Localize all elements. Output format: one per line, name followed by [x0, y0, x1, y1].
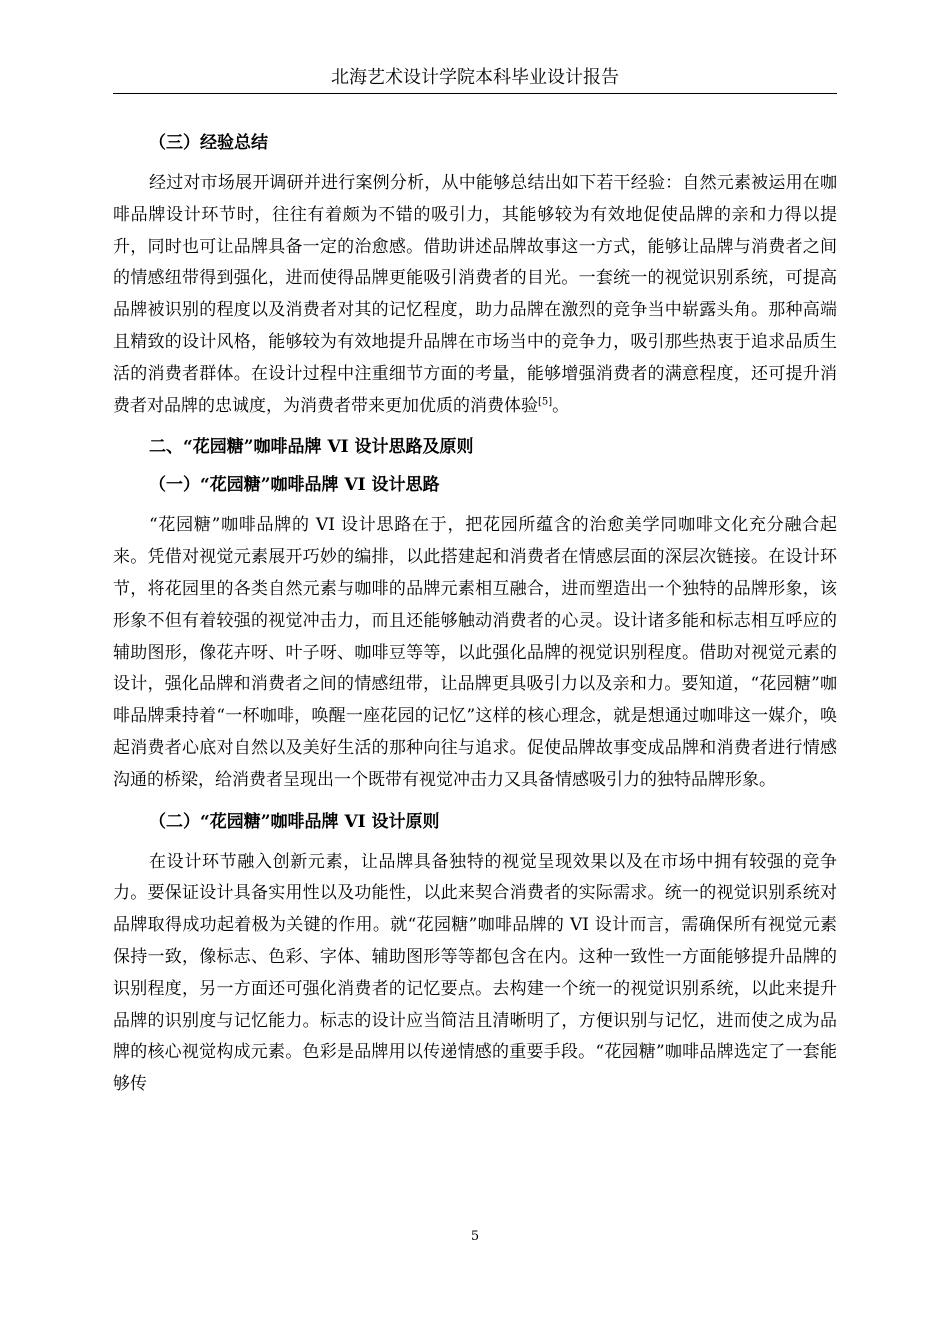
header-divider: [113, 93, 837, 94]
page-header: 北海艺术设计学院本科毕业设计报告: [331, 67, 619, 88]
summary-end: 。: [552, 395, 570, 416]
design-idea-paragraph: “花园糖”咖啡品牌的 VI 设计思路在于，把花园所蕴含的治愈美学同咖啡文化充分融合起来。凭借对视觉元素展开巧妙的编排，以此搭建起和消费者在情感层面的深层次链接。在设计环节，将花园里的各类自然元素与咖啡的品牌元素相互融合，进而塑造出一个独特的品牌形象，该形象不但有着较强的视觉冲击力，而且还能够触动消费者的心灵。设计诸多能和标志相互呼应的辅助图形，像花卉呀、叶子呀、咖啡豆等等，以此强化品牌的视觉识别程度。借助对视觉元素的设计，强化品牌和消费者之间的情感纽带，让品牌更具吸引力以及亲和力。要知道，“花园糖”咖啡品牌秉持着“一杯咖啡，唤醒一座花园的记忆”这样的核心理念，就是想通过咖啡这一媒介，唤起消费者心底对自然以及美好生活的那种向往与追求。促使品牌故事变成品牌和消费者进行情感沟通的桥梁，给消费者呈现出一个既带有视觉冲击力又具备情感吸引力的独特品牌形象。: [113, 515, 837, 790]
section-heading: 二、“花园糖”咖啡品牌 VI 设计思路及原则: [149, 437, 474, 458]
citation-reference: [5]: [538, 395, 553, 407]
document-body: [113, 128, 837, 1101]
page-number: 5: [470, 1229, 480, 1244]
design-principle-paragraph: 在设计环节融入创新元素，让品牌具备独特的视觉呈现效果以及在市场中拥有较强的竞争力。要保证设计具备实用性以及功能性，以此来契合消费者的实际需求。统一的视觉识别系统对品牌取得成功起着极为关键的作用。就“花园糖”咖啡品牌的 VI 设计而言，需确保所有视觉元素保持一致，像标志、色彩、字体、辅助图形等等都包含在内。这种一致性一方面能够提升品牌的识别程度，另一方面还可强化消费者的记忆要点。去构建一个统一的视觉识别系统，以此来提升品牌的识别度与记忆能力。标志的设计应当简洁且清晰明了，方便识别与记忆，进而使之成为品牌的核心视觉构成元素。色彩是品牌用以传递情感的重要手段。“花园糖”咖啡品牌选定了一套能够传: [113, 851, 837, 1095]
design-principle-heading: （二）“花园糖”咖啡品牌 VI 设计原则: [149, 811, 440, 832]
summary-paragraph: [113, 168, 837, 422]
summary-heading: （三）经验总结: [149, 133, 268, 153]
design-idea-heading: （一）“花园糖”咖啡品牌 VI 设计思路: [149, 475, 440, 496]
summary-text: 经过对市场展开调研并进行案例分析，从中能够总结出如下若干经验：自然元素被运用在咖啡品牌设计环节时，往往有着颇为不错的吸引力，其能够较为有效地促使品牌的亲和力得以提升，同时也可让品牌具备一定的治愈感。借助讲述品牌故事这一方式，能够让品牌与消费者之间的情感纽带得到强化，进而使得品牌更能吸引消费者的目光。一套统一的视觉识别系统，可提高品牌被识别的程度以及消费者对其的记忆程度，助力品牌在激烈的竞争当中崭露头角。那种高端且精致的设计风格，能够较为有效地提升品牌在市场当中的竞争力，吸引那些热衷于追求品质生活的消费者群体。在设计过程中注重细节方面的考量，能够增强消费者的满意程度，还可提升消费者对品牌的忠诚度，为消费者带来更加优质的消费体验: [113, 173, 837, 416]
